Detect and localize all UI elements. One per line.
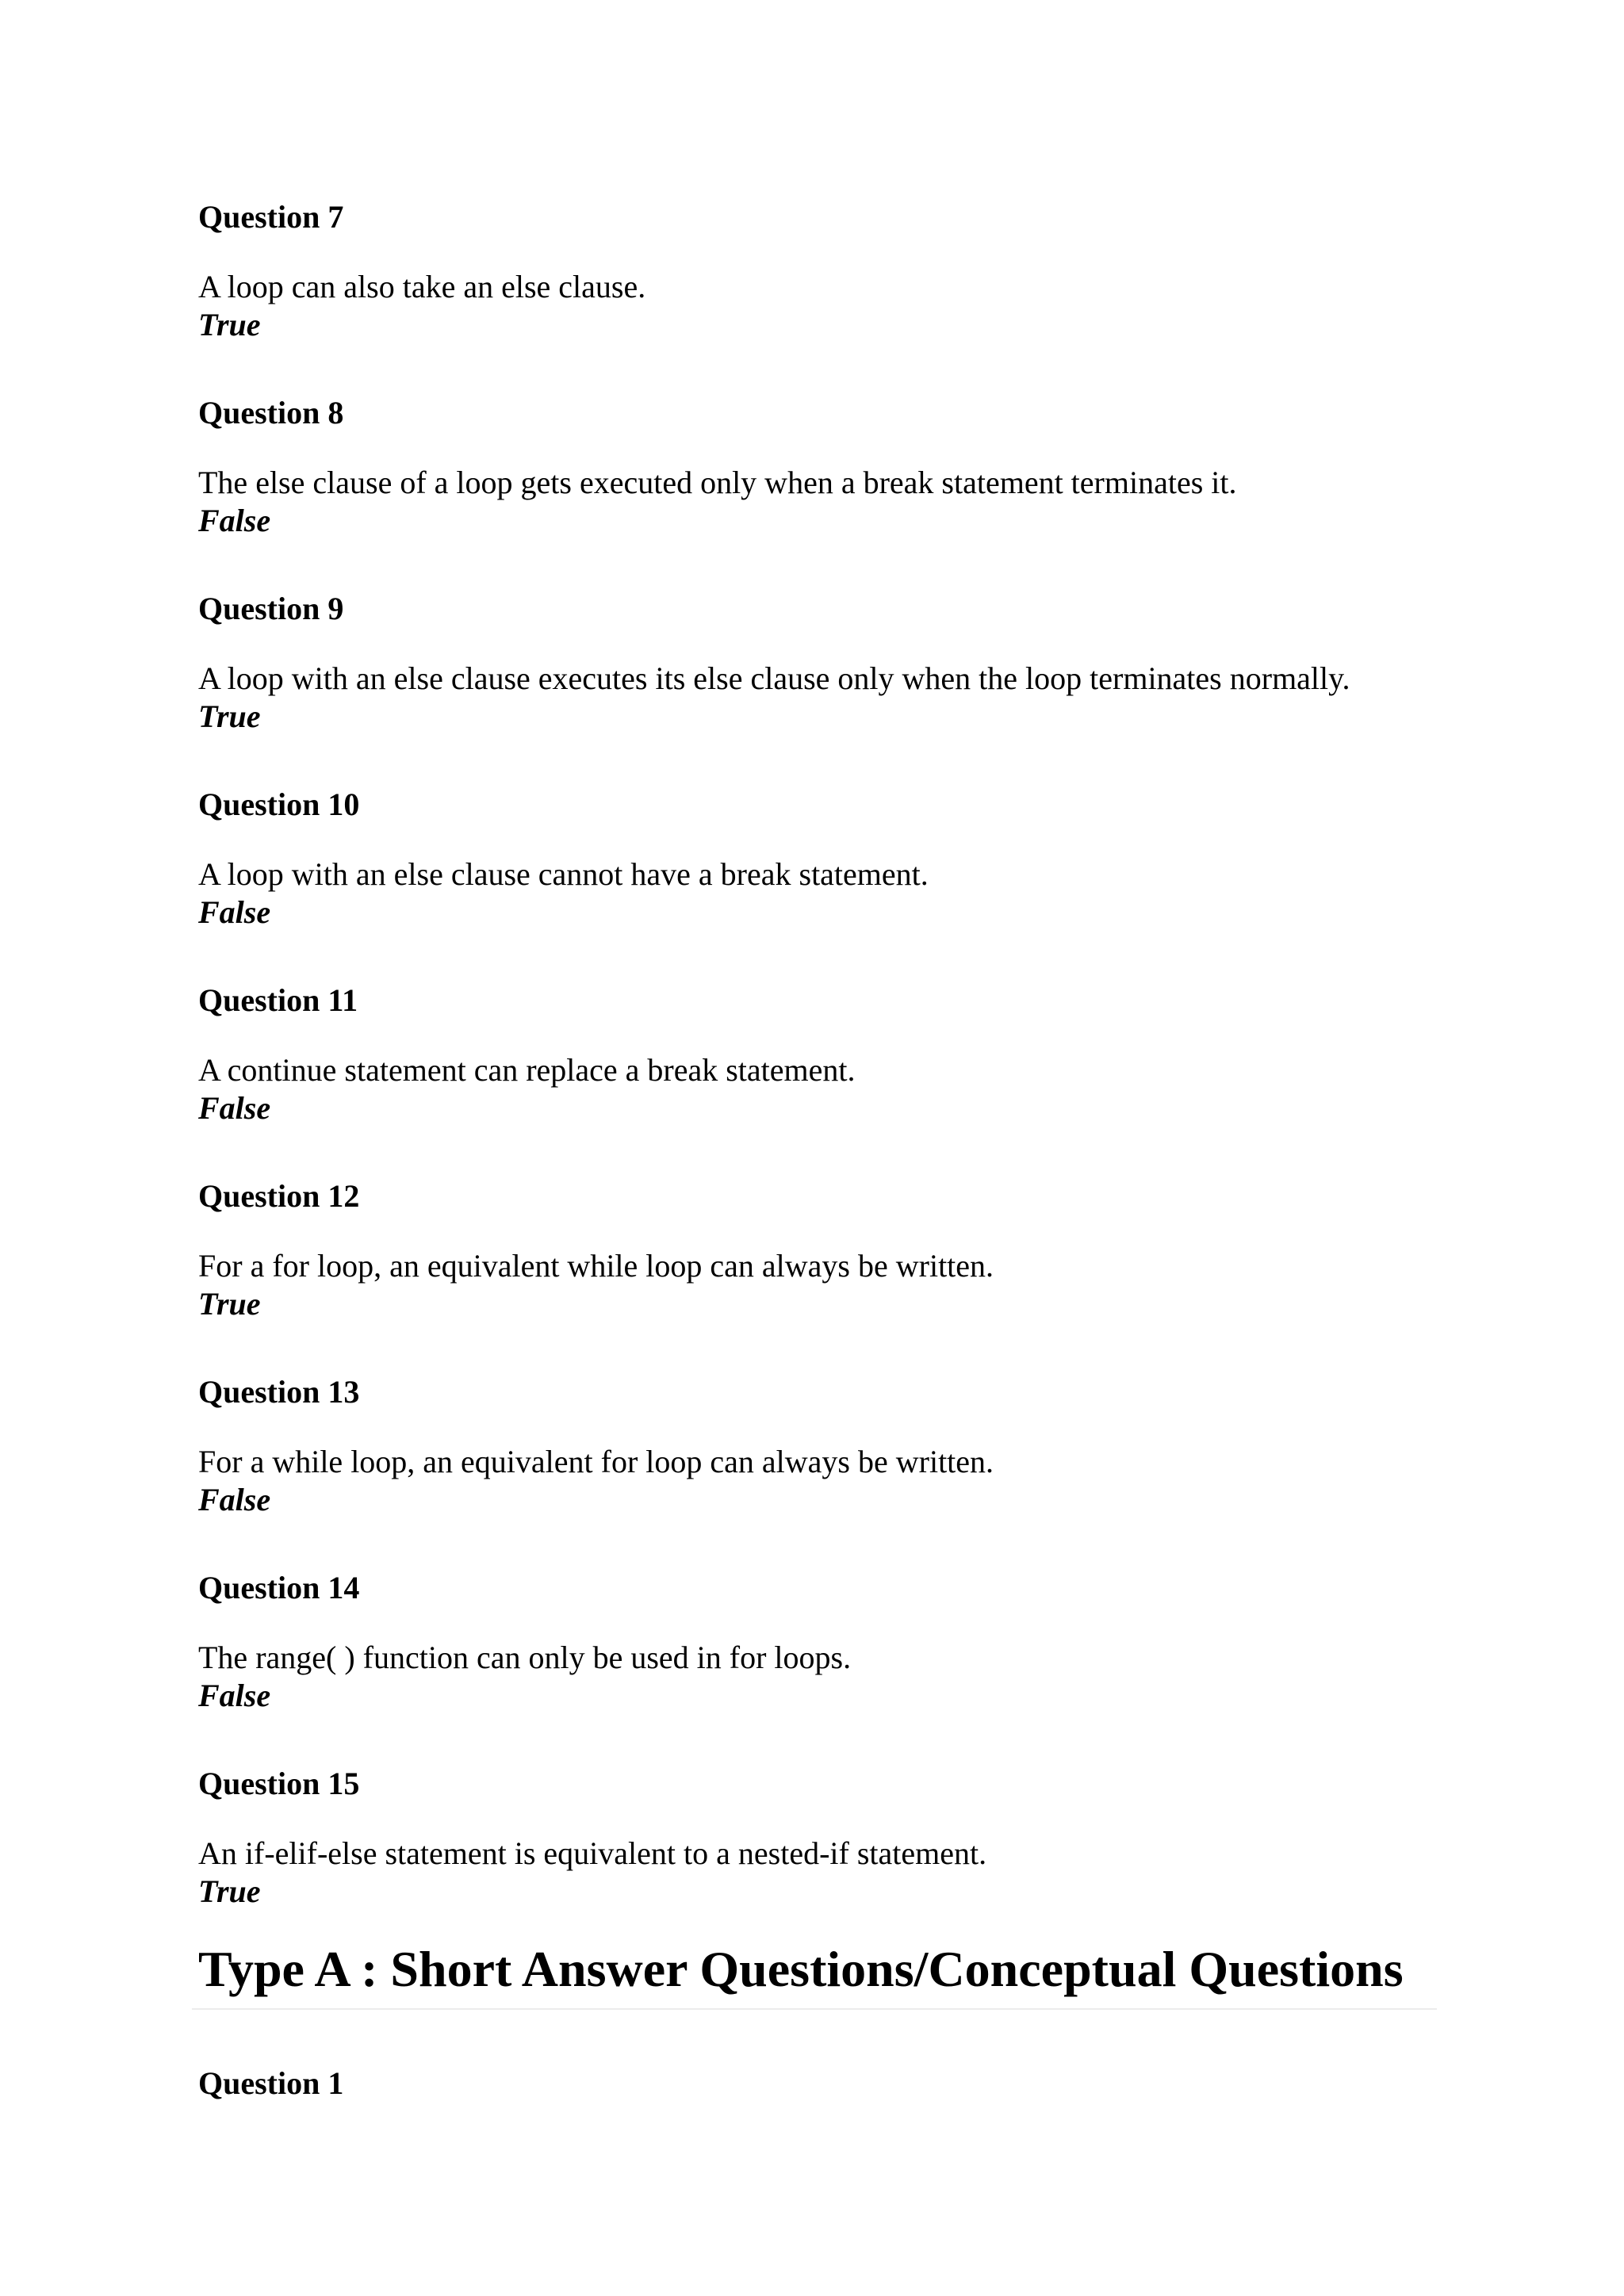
question-statement: For a while loop, an equivalent for loop can always be written. (198, 1444, 994, 1479)
question-answer: False (198, 1482, 271, 1517)
question-heading: Question 9 (198, 591, 344, 626)
section-heading: Type A : Short Answer Questions/Conceptual Questions (198, 1941, 1404, 1997)
question-statement: A loop with an else clause cannot have a break statement. (198, 856, 929, 892)
question-statement: The range( ) function can only be used in for loops. (198, 1640, 852, 1675)
question-statement: For a for loop, an equivalent while loop can always be written. (198, 1248, 994, 1284)
question-heading: Question 1 (198, 2065, 344, 2101)
section-divider (192, 2008, 1437, 2010)
question-answer: True (198, 307, 261, 342)
question-statement: The else clause of a loop gets executed only when a break statement terminates it. (198, 465, 1237, 500)
question-heading: Question 14 (198, 1570, 360, 1605)
question-heading: Question 13 (198, 1374, 360, 1410)
question-answer: False (198, 894, 271, 930)
question-answer: True (198, 1286, 261, 1322)
question-answer: True (198, 1873, 261, 1909)
question-heading: Question 10 (198, 786, 360, 822)
question-heading: Question 15 (198, 1766, 360, 1801)
question-heading: Question 11 (198, 982, 358, 1018)
question-statement: A loop with an else clause executes its else clause only when the loop terminates normally. (198, 660, 1350, 696)
question-statement: A loop can also take an else clause. (198, 269, 646, 304)
question-answer: True (198, 698, 261, 734)
question-heading: Question 8 (198, 395, 344, 430)
question-answer: False (198, 503, 271, 538)
question-statement: An if-elif-else statement is equivalent to a nested-if statement. (198, 1835, 987, 1871)
question-answer: False (198, 1678, 271, 1713)
question-statement: A continue statement can replace a break statement. (198, 1052, 856, 1088)
question-heading: Question 12 (198, 1178, 360, 1214)
question-heading: Question 7 (198, 199, 344, 235)
question-answer: False (198, 1090, 271, 1126)
